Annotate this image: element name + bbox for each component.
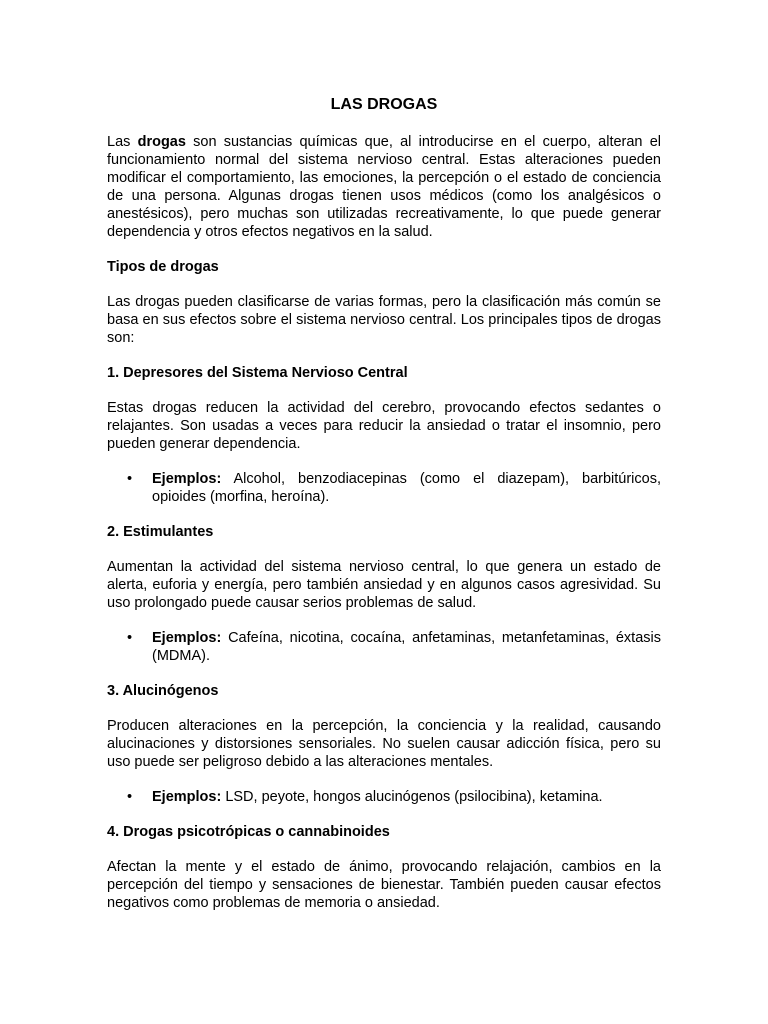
- section-1-text: Estas drogas reducen la actividad del cerebro, provocando efectos sedantes o relajantes. Son usadas a veces para reducir la ansiedad o tratar el insomnio, pero pueden generar dependencia.: [107, 400, 661, 452]
- section-3-text: Producen alteraciones en la percepción, la conciencia y la realidad, causando alucinaciones y distorsiones sensoriales. No suelen causar adicción física, pero su uso puede ser peligroso debido a las alteraciones mentales.: [107, 718, 661, 770]
- example-text: LSD, peyote, hongos alucinógenos (psilocibina), ketamina.: [221, 789, 603, 805]
- section-1-heading: 1. Depresores del Sistema Nervioso Central: [107, 365, 408, 381]
- section-3-example-item: [107, 788, 661, 806]
- example-label: Ejemplos:: [152, 471, 222, 487]
- example-text: Alcohol, benzodiacepinas (como el diazepam), barbitúricos, opioides (morfina, heroína).: [152, 471, 661, 505]
- section-4-heading: 4. Drogas psicotrópicas o cannabinoides: [107, 824, 390, 840]
- section-2-text: Aumentan la actividad del sistema nervioso central, lo que genera un estado de alerta, euforia y energía, pero también ansiedad y en algunos casos agresividad. Su uso prolongado puede causar serios problemas de salud.: [107, 559, 661, 611]
- section-3-heading: 3. Alucinógenos: [107, 683, 219, 699]
- section-2-heading: 2. Estimulantes: [107, 524, 214, 540]
- section-2-examples-list: [107, 629, 661, 665]
- example-text: Cafeína, nicotina, cocaína, anfetaminas, metanfetaminas, éxtasis (MDMA).: [152, 630, 661, 664]
- section-3-examples-list: [107, 788, 661, 806]
- intro-bold-term: drogas: [137, 134, 186, 150]
- example-label: Ejemplos:: [152, 630, 222, 646]
- bullet-icon: •: [127, 471, 133, 487]
- section-4-text: Afectan la mente y el estado de ánimo, provocando relajación, cambios en la percepción del tiempo y sensaciones de bienestar. También pueden causar efectos negativos como problemas de memoria o ansiedad.: [107, 859, 661, 911]
- types-heading: Tipos de drogas: [107, 259, 219, 275]
- intro-rest: son sustancias químicas que, al introducirse en el cuerpo, alteran el funcionamiento normal del sistema nervioso central. Estas alteraciones pueden modificar el comportamiento, las emociones, la percepción o el estado de conciencia de una persona. Algunas drogas tienen usos médicos (como los analgésicos o anestésicos), pero muchas son utilizadas recreativamente, lo que puede generar dependencia y otros efectos negativos en la salud.: [107, 134, 661, 240]
- example-label: Ejemplos:: [152, 789, 222, 805]
- bullet-icon: •: [127, 789, 133, 805]
- section-1-examples-list: [107, 470, 661, 506]
- intro-lead: Las: [107, 134, 138, 150]
- bullet-icon: •: [127, 630, 133, 646]
- section-1-example-item: [107, 470, 661, 506]
- section-2-example-item: [107, 629, 661, 665]
- document-title: LAS DROGAS: [330, 96, 438, 113]
- types-intro-paragraph: Las drogas pueden clasificarse de varias formas, pero la clasificación más común se basa en sus efectos sobre el sistema nervioso central. Los principales tipos de drogas son:: [107, 294, 661, 346]
- intro-paragraph: [107, 133, 661, 241]
